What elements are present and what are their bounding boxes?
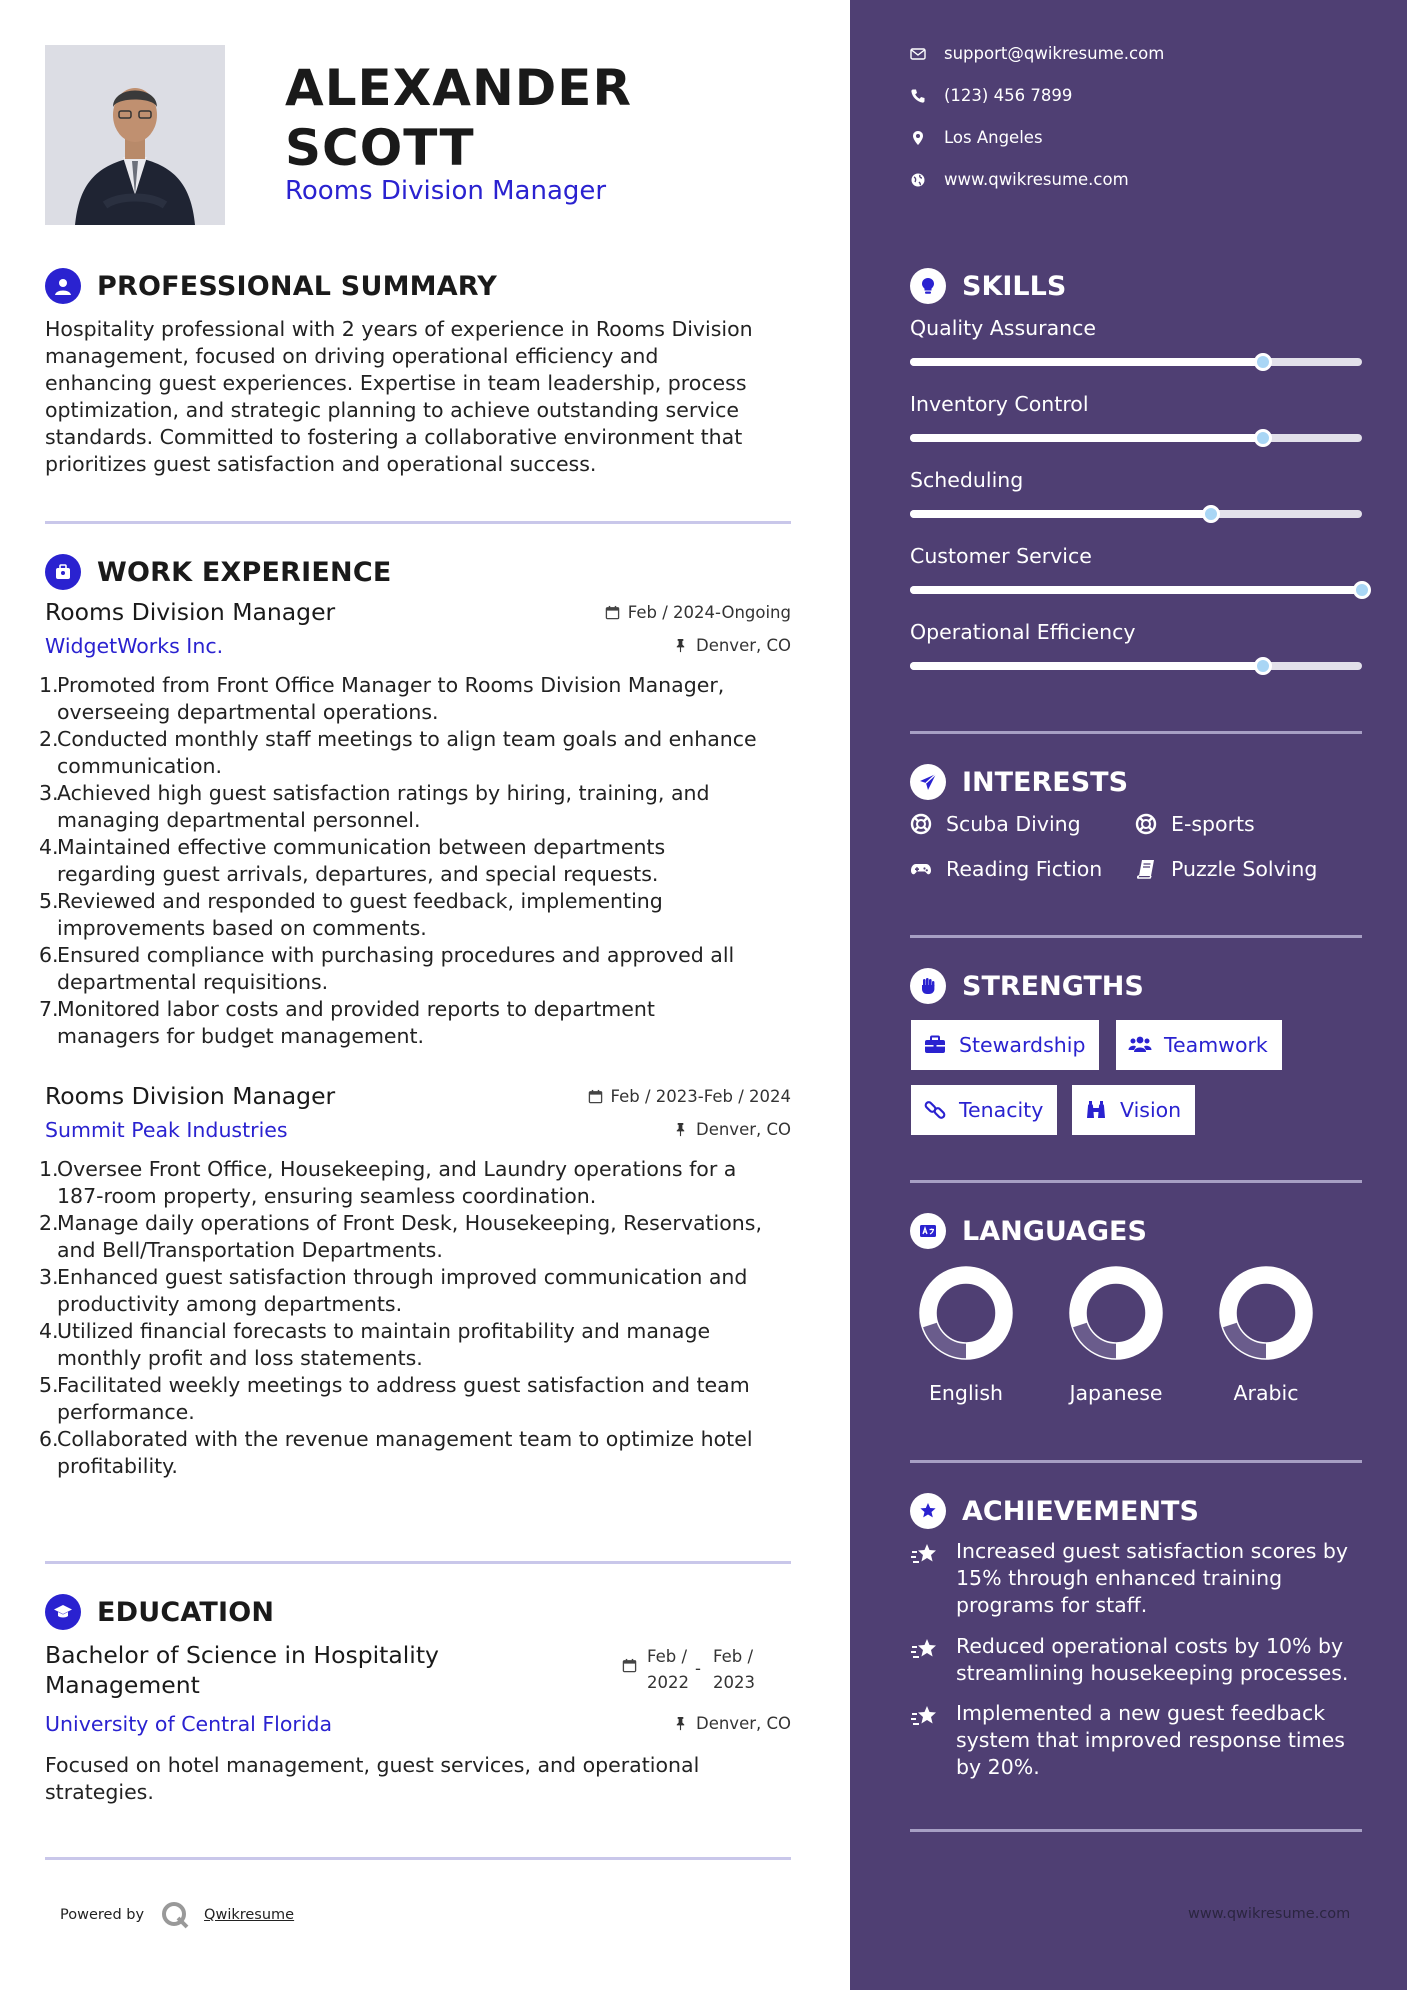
job-location bbox=[673, 1120, 791, 1139]
skill-item bbox=[910, 392, 1362, 442]
strengths-header bbox=[910, 966, 1144, 1006]
languages-header bbox=[910, 1211, 1147, 1251]
education-date bbox=[622, 1644, 755, 1696]
interest-label: Puzzle Solving bbox=[1171, 857, 1318, 881]
education-description bbox=[45, 1752, 791, 1806]
bullet-line: Promoted from Front Office Manager to Rooms Division Manager, bbox=[57, 673, 725, 697]
skill-level-knob bbox=[1202, 505, 1220, 523]
skill-bar bbox=[910, 586, 1362, 594]
binoculars-icon bbox=[1084, 1098, 1108, 1122]
achievement-line: Reduced operational costs by 10% by bbox=[956, 1634, 1344, 1658]
bullet-line: Manage daily operations of Front Desk, Housekeeping, Reservations, bbox=[57, 1211, 762, 1235]
calendar-icon bbox=[622, 1658, 637, 1673]
pin-icon bbox=[673, 1716, 688, 1731]
date-start: Feb / bbox=[647, 1647, 688, 1666]
interests-title: INTERESTS bbox=[962, 766, 1129, 798]
bullet-line: Reviewed and responded to guest feedback, implementing bbox=[57, 889, 663, 913]
phone-text: (123) 456 7899 bbox=[944, 86, 1073, 105]
calendar-icon bbox=[605, 605, 620, 620]
skill-item bbox=[910, 468, 1362, 518]
bullet-number: 6. bbox=[39, 943, 59, 967]
skill-label: Customer Service bbox=[910, 544, 1092, 568]
footer-url[interactable]: www.qwikresume.com bbox=[1188, 1906, 1351, 1922]
language-label: Japanese bbox=[1069, 1381, 1163, 1405]
candidate-title: Rooms Division Manager bbox=[285, 176, 607, 206]
company-name: Summit Peak Industries bbox=[45, 1118, 288, 1142]
star-sparkle-icon bbox=[910, 1635, 940, 1665]
achievement-line: 15% through enhanced training bbox=[956, 1566, 1283, 1590]
calendar-icon bbox=[588, 1089, 603, 1104]
list-item bbox=[39, 888, 791, 942]
achievement-line: system that improved response times bbox=[956, 1728, 1345, 1752]
bullet-line: performance. bbox=[57, 1400, 195, 1424]
strength-chip bbox=[911, 1085, 1057, 1135]
email-text: support@qwikresume.com bbox=[944, 44, 1165, 63]
summary-line: optimization, and strategic planning to achieve outstanding service bbox=[45, 398, 739, 422]
date-separator: - bbox=[695, 1659, 701, 1678]
skill-label: Quality Assurance bbox=[910, 316, 1097, 340]
bullet-line: Achieved high guest satisfaction ratings by hiring, training, and bbox=[57, 781, 710, 805]
name-first: ALEXANDER bbox=[285, 59, 632, 117]
bullet-line: productivity among departments. bbox=[57, 1292, 403, 1316]
achievements-title: ACHIEVEMENTS bbox=[962, 1495, 1199, 1527]
interests-header bbox=[910, 762, 1128, 802]
profile-photo bbox=[45, 45, 225, 225]
list-item bbox=[39, 780, 791, 834]
list-item bbox=[39, 672, 791, 726]
language-ring-inner bbox=[1086, 1283, 1146, 1343]
bullet-line: 187-room property, ensuring seamless coordination. bbox=[57, 1184, 597, 1208]
list-item bbox=[39, 1156, 791, 1210]
phone-icon bbox=[910, 88, 926, 104]
interest-item bbox=[1135, 812, 1255, 836]
list-item bbox=[39, 996, 791, 1050]
skill-bar-fill bbox=[910, 434, 1263, 442]
achievement-line: Increased guest satisfaction scores by bbox=[956, 1539, 1349, 1563]
map-marker-icon bbox=[910, 130, 926, 146]
bullet-number: 3. bbox=[39, 1265, 59, 1289]
bullet-line: Utilized financial forecasts to maintain profitability and manage bbox=[57, 1319, 711, 1343]
language-ring bbox=[1218, 1265, 1314, 1361]
skill-item bbox=[910, 316, 1362, 366]
pin-icon bbox=[673, 1122, 688, 1137]
paper-plane-icon bbox=[910, 764, 946, 800]
degree-line: Management bbox=[45, 1671, 200, 1699]
list-item bbox=[39, 1372, 791, 1426]
achievement-line: programs for staff. bbox=[956, 1593, 1148, 1617]
bullet-line: Monitored labor costs and provided reports to department bbox=[57, 997, 655, 1021]
gamepad-icon bbox=[910, 858, 932, 880]
bullet-number: 5. bbox=[39, 1373, 59, 1397]
briefcase-icon bbox=[923, 1033, 947, 1057]
experience-section bbox=[39, 552, 791, 1480]
job-bullets bbox=[39, 1156, 791, 1480]
bullet-line: and Bell/Transportation Departments. bbox=[57, 1238, 443, 1262]
skill-item bbox=[910, 620, 1362, 670]
bullet-number: 2. bbox=[39, 1211, 59, 1235]
job-entry bbox=[39, 598, 791, 1050]
bullet-line: Oversee Front Office, Housekeeping, and Laundry operations for a bbox=[57, 1157, 737, 1181]
summary-section bbox=[45, 266, 791, 478]
language-icon bbox=[910, 1213, 946, 1249]
section-divider bbox=[910, 1829, 1362, 1832]
star-sparkle-icon bbox=[910, 1702, 940, 1732]
contact-location bbox=[910, 128, 1043, 147]
summary-line: Hospitality professional with 2 years of experience in Rooms Division bbox=[45, 317, 753, 341]
user-circle-icon bbox=[45, 268, 81, 304]
contact-website[interactable] bbox=[910, 170, 1129, 189]
skill-level-knob bbox=[1254, 657, 1272, 675]
date-end: Feb / bbox=[713, 1647, 754, 1666]
location-text: Los Angeles bbox=[944, 128, 1043, 147]
job-location-text: Denver, CO bbox=[695, 1120, 791, 1139]
strength-label: Tenacity bbox=[959, 1098, 1044, 1122]
list-item bbox=[39, 834, 791, 888]
list-item bbox=[39, 726, 791, 780]
job-title: Rooms Division Manager bbox=[45, 1082, 336, 1110]
language-ring bbox=[1068, 1265, 1164, 1361]
skill-label: Inventory Control bbox=[910, 392, 1089, 416]
achievement-line: streamlining housekeeping processes. bbox=[956, 1661, 1349, 1685]
interest-item bbox=[910, 812, 1081, 836]
achievements-header bbox=[910, 1491, 1199, 1531]
bullet-line: managers for budget management. bbox=[57, 1024, 425, 1048]
section-divider bbox=[45, 521, 791, 524]
education-title: EDUCATION bbox=[97, 1596, 275, 1628]
languages-title: LANGUAGES bbox=[962, 1215, 1147, 1247]
interest-label: Reading Fiction bbox=[946, 857, 1103, 881]
bullet-number: 4. bbox=[39, 835, 59, 859]
language-ring bbox=[918, 1265, 1014, 1361]
link-icon bbox=[923, 1098, 947, 1122]
strengths-title: STRENGTHS bbox=[962, 970, 1144, 1002]
skill-bar-fill bbox=[910, 586, 1362, 594]
description-line: strategies. bbox=[45, 1780, 154, 1804]
bullet-number: 4. bbox=[39, 1319, 59, 1343]
bullet-number: 1. bbox=[39, 673, 59, 697]
briefcase-user-icon bbox=[45, 554, 81, 590]
name-last: SCOTT bbox=[285, 119, 475, 177]
degree-line: Bachelor of Science in Hospitality bbox=[45, 1641, 439, 1669]
summary-title: PROFESSIONAL SUMMARY bbox=[97, 270, 498, 302]
list-item bbox=[39, 1426, 791, 1480]
life-ring-icon bbox=[1135, 813, 1157, 835]
bullet-line: departmental requisitions. bbox=[57, 970, 329, 994]
list-item bbox=[39, 1264, 791, 1318]
globe-icon bbox=[910, 172, 926, 188]
summary-text bbox=[45, 316, 791, 478]
bullet-line: Maintained effective communication between departments bbox=[57, 835, 666, 859]
bullet-number: 7. bbox=[39, 997, 59, 1021]
bullet-line: monthly profit and loss statements. bbox=[57, 1346, 423, 1370]
achievement-item bbox=[910, 1633, 1362, 1687]
section-divider bbox=[910, 1180, 1362, 1183]
strength-chip bbox=[1072, 1085, 1195, 1135]
bullet-line: Facilitated weekly meetings to address guest satisfaction and team bbox=[57, 1373, 750, 1397]
bullet-line: overseeing departmental operations. bbox=[57, 700, 439, 724]
contact-email[interactable] bbox=[910, 44, 1164, 63]
summary-line: management, focused on driving operational efficiency and bbox=[45, 344, 659, 368]
bullet-number: 2. bbox=[39, 727, 59, 751]
strength-chip bbox=[911, 1020, 1099, 1070]
job-bullets bbox=[39, 672, 791, 1050]
strength-chip bbox=[1116, 1020, 1282, 1070]
date-end-year: 2023 bbox=[713, 1673, 755, 1692]
skill-bar bbox=[910, 662, 1362, 670]
bullet-line: profitability. bbox=[57, 1454, 178, 1478]
life-ring-icon bbox=[910, 813, 932, 835]
skill-level-knob bbox=[1353, 581, 1371, 599]
section-divider bbox=[45, 1561, 791, 1564]
bullet-line: Ensured compliance with purchasing procedures and approved all bbox=[57, 943, 735, 967]
powered-by-text: Powered by bbox=[60, 1907, 145, 1923]
section-divider bbox=[910, 1460, 1362, 1463]
strength-label: Teamwork bbox=[1164, 1033, 1268, 1057]
job-date bbox=[588, 1087, 791, 1106]
list-item bbox=[39, 942, 791, 996]
bullet-line: improvements based on comments. bbox=[57, 916, 427, 940]
website-text: www.qwikresume.com bbox=[944, 170, 1129, 189]
language-item bbox=[911, 1265, 1021, 1405]
skills-header bbox=[910, 266, 1066, 306]
book-icon bbox=[1135, 858, 1157, 880]
strength-label: Stewardship bbox=[959, 1033, 1086, 1057]
job-location-text: Denver, CO bbox=[695, 636, 791, 655]
list-item bbox=[39, 1210, 791, 1264]
powered-by bbox=[60, 1900, 294, 1930]
star-sparkle-icon bbox=[910, 1540, 940, 1570]
language-label: English bbox=[928, 1381, 1004, 1405]
skill-level-knob bbox=[1254, 353, 1272, 371]
skill-level-knob bbox=[1254, 429, 1272, 447]
strength-label: Vision bbox=[1120, 1098, 1182, 1122]
achievement-item bbox=[910, 1538, 1362, 1619]
skill-label: Scheduling bbox=[910, 468, 1024, 492]
section-divider bbox=[910, 935, 1362, 938]
experience-title: WORK EXPERIENCE bbox=[97, 556, 392, 588]
job-entry bbox=[39, 1082, 791, 1480]
company-name: WidgetWorks Inc. bbox=[45, 634, 224, 658]
skill-bar bbox=[910, 434, 1362, 442]
interest-item bbox=[910, 857, 1102, 881]
bullet-line: Collaborated with the revenue management team to optimize hotel bbox=[57, 1427, 753, 1451]
job-date-text: Feb / 2023-Feb / 2024 bbox=[610, 1087, 791, 1106]
bullet-number: 1. bbox=[39, 1157, 59, 1181]
skill-bar-fill bbox=[910, 662, 1263, 670]
skill-bar-fill bbox=[910, 510, 1211, 518]
sidebar bbox=[850, 0, 1407, 1990]
job-title: Rooms Division Manager bbox=[45, 598, 336, 626]
envelope-icon bbox=[910, 46, 926, 62]
section-divider bbox=[910, 731, 1362, 734]
language-ring-inner bbox=[936, 1283, 996, 1343]
fist-icon bbox=[910, 968, 946, 1004]
skill-bar bbox=[910, 358, 1362, 366]
bullet-number: 3. bbox=[39, 781, 59, 805]
bullet-line: managing departmental personnel. bbox=[57, 808, 421, 832]
qwikresume-link[interactable]: Qwikresume bbox=[204, 1907, 295, 1923]
description-line: Focused on hotel management, guest services, and operational bbox=[45, 1753, 700, 1777]
interest-label: E-sports bbox=[1171, 812, 1255, 836]
summary-line: prioritizes guest satisfaction and operational success. bbox=[45, 452, 597, 476]
achievement-line: Implemented a new guest feedback bbox=[956, 1701, 1326, 1725]
education-location bbox=[673, 1714, 791, 1733]
skill-bar-fill bbox=[910, 358, 1263, 366]
bullet-line: Conducted monthly staff meetings to align team goals and enhance bbox=[57, 727, 757, 751]
education-location-text: Denver, CO bbox=[695, 1714, 791, 1733]
contact-phone[interactable] bbox=[910, 86, 1072, 105]
pin-icon bbox=[673, 638, 688, 653]
degree-name bbox=[45, 1640, 465, 1700]
job-location bbox=[673, 636, 791, 655]
bullet-line: communication. bbox=[57, 754, 223, 778]
job-date bbox=[605, 603, 791, 622]
bullet-number: 5. bbox=[39, 889, 59, 913]
bullet-line: regarding guest arrivals, departures, and special requests. bbox=[57, 862, 659, 886]
bullet-line: Enhanced guest satisfaction through improved communication and bbox=[57, 1265, 748, 1289]
skills-title: SKILLS bbox=[962, 270, 1067, 302]
section-divider bbox=[45, 1857, 791, 1860]
list-item bbox=[39, 1318, 791, 1372]
graduation-cap-icon bbox=[45, 1594, 81, 1630]
achievement-line: by 20%. bbox=[956, 1755, 1040, 1779]
users-icon bbox=[1128, 1033, 1152, 1057]
language-ring-inner bbox=[1236, 1283, 1296, 1343]
language-item bbox=[1061, 1265, 1171, 1405]
skill-label: Operational Efficiency bbox=[910, 620, 1136, 644]
education-section bbox=[45, 1592, 791, 1806]
lightbulb-icon bbox=[910, 268, 946, 304]
language-label: Arabic bbox=[1233, 1381, 1299, 1405]
skill-bar bbox=[910, 510, 1362, 518]
job-date-text: Feb / 2024-Ongoing bbox=[627, 603, 791, 622]
skill-item bbox=[910, 544, 1362, 594]
summary-line: standards. Committed to fostering a collaborative environment that bbox=[45, 425, 743, 449]
achievement-item bbox=[910, 1700, 1362, 1781]
interest-label: Scuba Diving bbox=[946, 812, 1081, 836]
qwikresume-logo-icon bbox=[160, 1900, 190, 1930]
bullet-number: 6. bbox=[39, 1427, 59, 1451]
star-badge-icon bbox=[910, 1493, 946, 1529]
candidate-name bbox=[285, 58, 805, 178]
date-start-year: 2022 bbox=[647, 1673, 689, 1692]
summary-line: enhancing guest experiences. Expertise in team leadership, process bbox=[45, 371, 747, 395]
school-name: University of Central Florida bbox=[45, 1712, 333, 1736]
interest-item bbox=[1135, 857, 1317, 881]
language-item bbox=[1211, 1265, 1321, 1405]
